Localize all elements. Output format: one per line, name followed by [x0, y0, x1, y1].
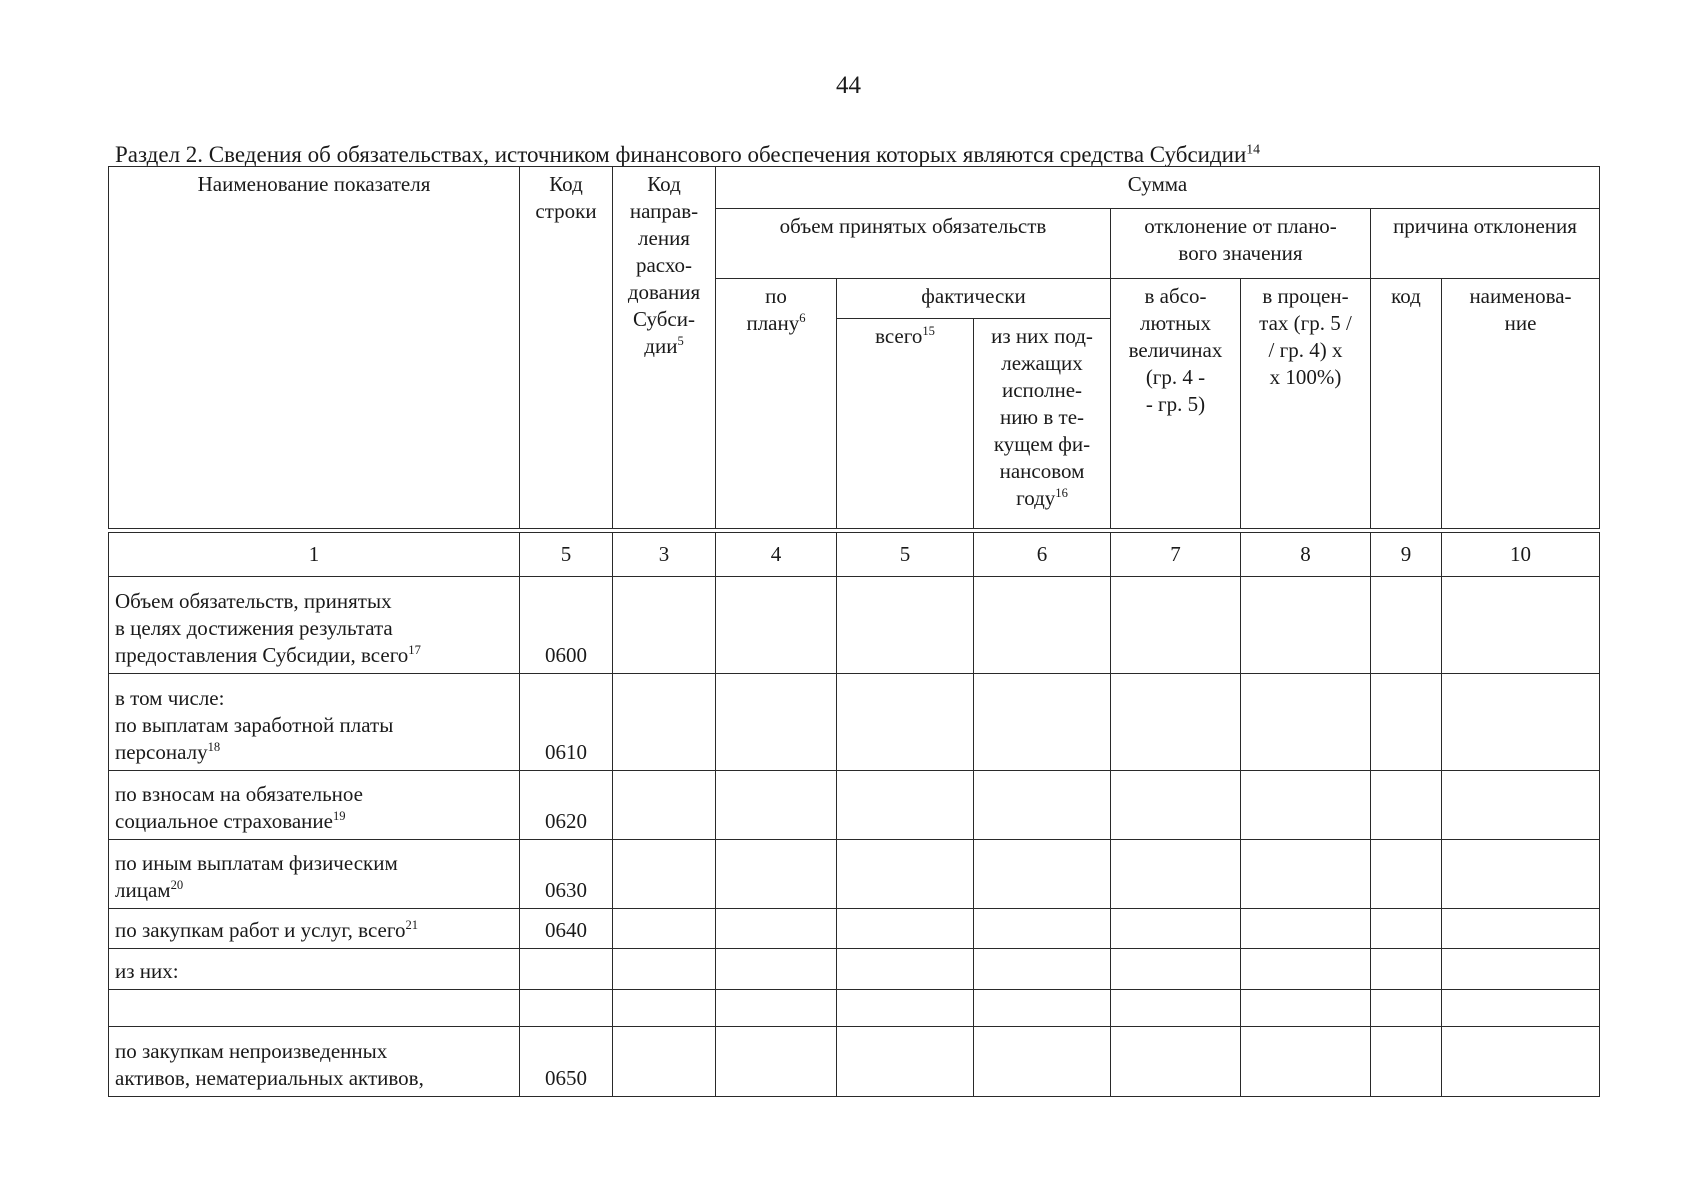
cell[interactable] [974, 990, 1111, 1027]
column-numbers-row [109, 533, 1600, 577]
row-name: по иным выплатам физическим лицам$^{20}$ [109, 840, 520, 909]
cell[interactable] [1442, 674, 1600, 771]
cell[interactable] [1111, 909, 1241, 949]
row-name: по закупкам непроизведенных активов, нематериальных активов, [109, 1027, 520, 1097]
cell[interactable] [613, 949, 716, 990]
cell[interactable] [1442, 771, 1600, 840]
cell[interactable] [716, 674, 837, 771]
row-name: в том числе: по выплатам заработной платы персоналу$^{18}$ [109, 674, 520, 771]
cell[interactable] [837, 840, 974, 909]
cell[interactable] [1111, 674, 1241, 771]
row-code [520, 990, 613, 1027]
column-number: 5 [520, 533, 613, 577]
cell[interactable] [613, 674, 716, 771]
cell[interactable] [974, 909, 1111, 949]
cell[interactable] [974, 949, 1111, 990]
cell[interactable] [1111, 990, 1241, 1027]
header-reason-name: наименова- ние [1442, 279, 1600, 529]
cell[interactable] [1241, 949, 1371, 990]
table-row [109, 577, 1600, 674]
row-code: 0610 [520, 674, 613, 771]
section-title-text: Раздел 2. Сведения об обязательствах, источником финансового обеспечения которых являются средства Субсидии [115, 142, 1247, 167]
column-number: 10 [1442, 533, 1600, 577]
cell[interactable] [837, 577, 974, 674]
cell[interactable] [716, 909, 837, 949]
header-percent: в процен- тах (гр. 5 / / гр. 4) x x 100%) [1241, 279, 1371, 529]
cell[interactable] [613, 990, 716, 1027]
column-number: 5 [837, 533, 974, 577]
row-name: по закупкам работ и услуг, всего$^{21}$ [109, 909, 520, 949]
header-reason-code: код [1371, 279, 1442, 529]
cell[interactable] [1371, 771, 1442, 840]
cell[interactable] [1371, 840, 1442, 909]
table-header [108, 166, 1600, 529]
section-title [115, 142, 1260, 168]
cell[interactable] [1111, 577, 1241, 674]
header-row-code: Код строки [520, 167, 613, 529]
cell[interactable] [1371, 909, 1442, 949]
cell[interactable] [974, 674, 1111, 771]
cell[interactable] [1371, 1027, 1442, 1097]
cell[interactable] [716, 840, 837, 909]
cell[interactable] [1442, 577, 1600, 674]
cell[interactable] [1241, 990, 1371, 1027]
cell[interactable] [1442, 990, 1600, 1027]
cell[interactable] [1371, 949, 1442, 990]
header-absolute: в абсо- лютных величинах (гр. 4 - - гр. 5) [1111, 279, 1241, 529]
header-reason: причина отклонения [1371, 209, 1600, 279]
cell[interactable] [837, 1027, 974, 1097]
cell[interactable] [837, 990, 974, 1027]
cell[interactable] [1241, 577, 1371, 674]
table-row [109, 1027, 1600, 1097]
cell[interactable] [716, 577, 837, 674]
cell[interactable] [613, 909, 716, 949]
header-sum: Сумма [716, 167, 1600, 209]
cell[interactable] [1111, 840, 1241, 909]
cell[interactable] [613, 840, 716, 909]
cell[interactable] [1111, 771, 1241, 840]
cell[interactable] [1241, 674, 1371, 771]
cell[interactable] [1111, 949, 1241, 990]
column-number: 4 [716, 533, 837, 577]
header-total: всего$^{15}$ [837, 319, 974, 529]
cell[interactable] [716, 1027, 837, 1097]
cell[interactable] [613, 577, 716, 674]
header-plan: по плану$^6$ [716, 279, 837, 529]
header-direction-code: Код направ- ления расхо- дования Субси- дии$^5$ [613, 167, 716, 529]
column-number: 1 [109, 533, 520, 577]
cell[interactable] [1442, 840, 1600, 909]
cell[interactable] [837, 771, 974, 840]
column-number: 3 [613, 533, 716, 577]
row-name: по взносам на обязательное социальное страхование$^{19}$ [109, 771, 520, 840]
header-accepted: объем принятых обязательств [716, 209, 1111, 279]
cell[interactable] [1371, 577, 1442, 674]
cell[interactable] [1442, 909, 1600, 949]
table-row [109, 949, 1600, 990]
cell[interactable] [613, 1027, 716, 1097]
column-number: 8 [1241, 533, 1371, 577]
cell[interactable] [716, 949, 837, 990]
cell[interactable] [1241, 771, 1371, 840]
column-number: 7 [1111, 533, 1241, 577]
row-code: 0640 [520, 909, 613, 949]
cell[interactable] [1371, 674, 1442, 771]
header-deviation: отклонение от плано- вого значения [1111, 209, 1371, 279]
row-code [520, 949, 613, 990]
table-row [109, 909, 1600, 949]
cell[interactable] [1371, 990, 1442, 1027]
cell[interactable] [1442, 1027, 1600, 1097]
cell[interactable] [716, 990, 837, 1027]
table-row [109, 990, 1600, 1027]
row-code: 0630 [520, 840, 613, 909]
table-row [109, 771, 1600, 840]
cell[interactable] [1442, 949, 1600, 990]
cell[interactable] [837, 909, 974, 949]
cell[interactable] [974, 1027, 1111, 1097]
row-name: Объем обязательств, принятых в целях достижения результата предоставления Субсидии, всего$^{17}$ [109, 577, 520, 674]
cell[interactable] [1241, 840, 1371, 909]
header-current-year: из них под- лежащих исполне- нию в те- кущем фи- нансовом году$^{16}$ [974, 319, 1111, 529]
page-number: 44 [836, 72, 861, 99]
cell[interactable] [974, 577, 1111, 674]
cell[interactable] [1111, 1027, 1241, 1097]
header-name: Наименование показателя [109, 167, 520, 529]
column-number: 6 [974, 533, 1111, 577]
row-name: из них: [109, 949, 520, 990]
cell[interactable] [1241, 1027, 1371, 1097]
section-title-footnote: 14 [1246, 141, 1261, 157]
row-code: 0620 [520, 771, 613, 840]
cell[interactable] [716, 771, 837, 840]
row-code: 0650 [520, 1027, 613, 1097]
cell[interactable] [837, 949, 974, 990]
header-actual: фактически [837, 279, 1111, 319]
cell[interactable] [613, 771, 716, 840]
row-code: 0600 [520, 577, 613, 674]
cell[interactable] [974, 771, 1111, 840]
table-body [108, 532, 1600, 1097]
table-row [109, 840, 1600, 909]
cell[interactable] [1241, 909, 1371, 949]
column-number: 9 [1371, 533, 1442, 577]
cell[interactable] [837, 674, 974, 771]
row-name [109, 990, 520, 1027]
table-row [109, 674, 1600, 771]
cell[interactable] [974, 840, 1111, 909]
